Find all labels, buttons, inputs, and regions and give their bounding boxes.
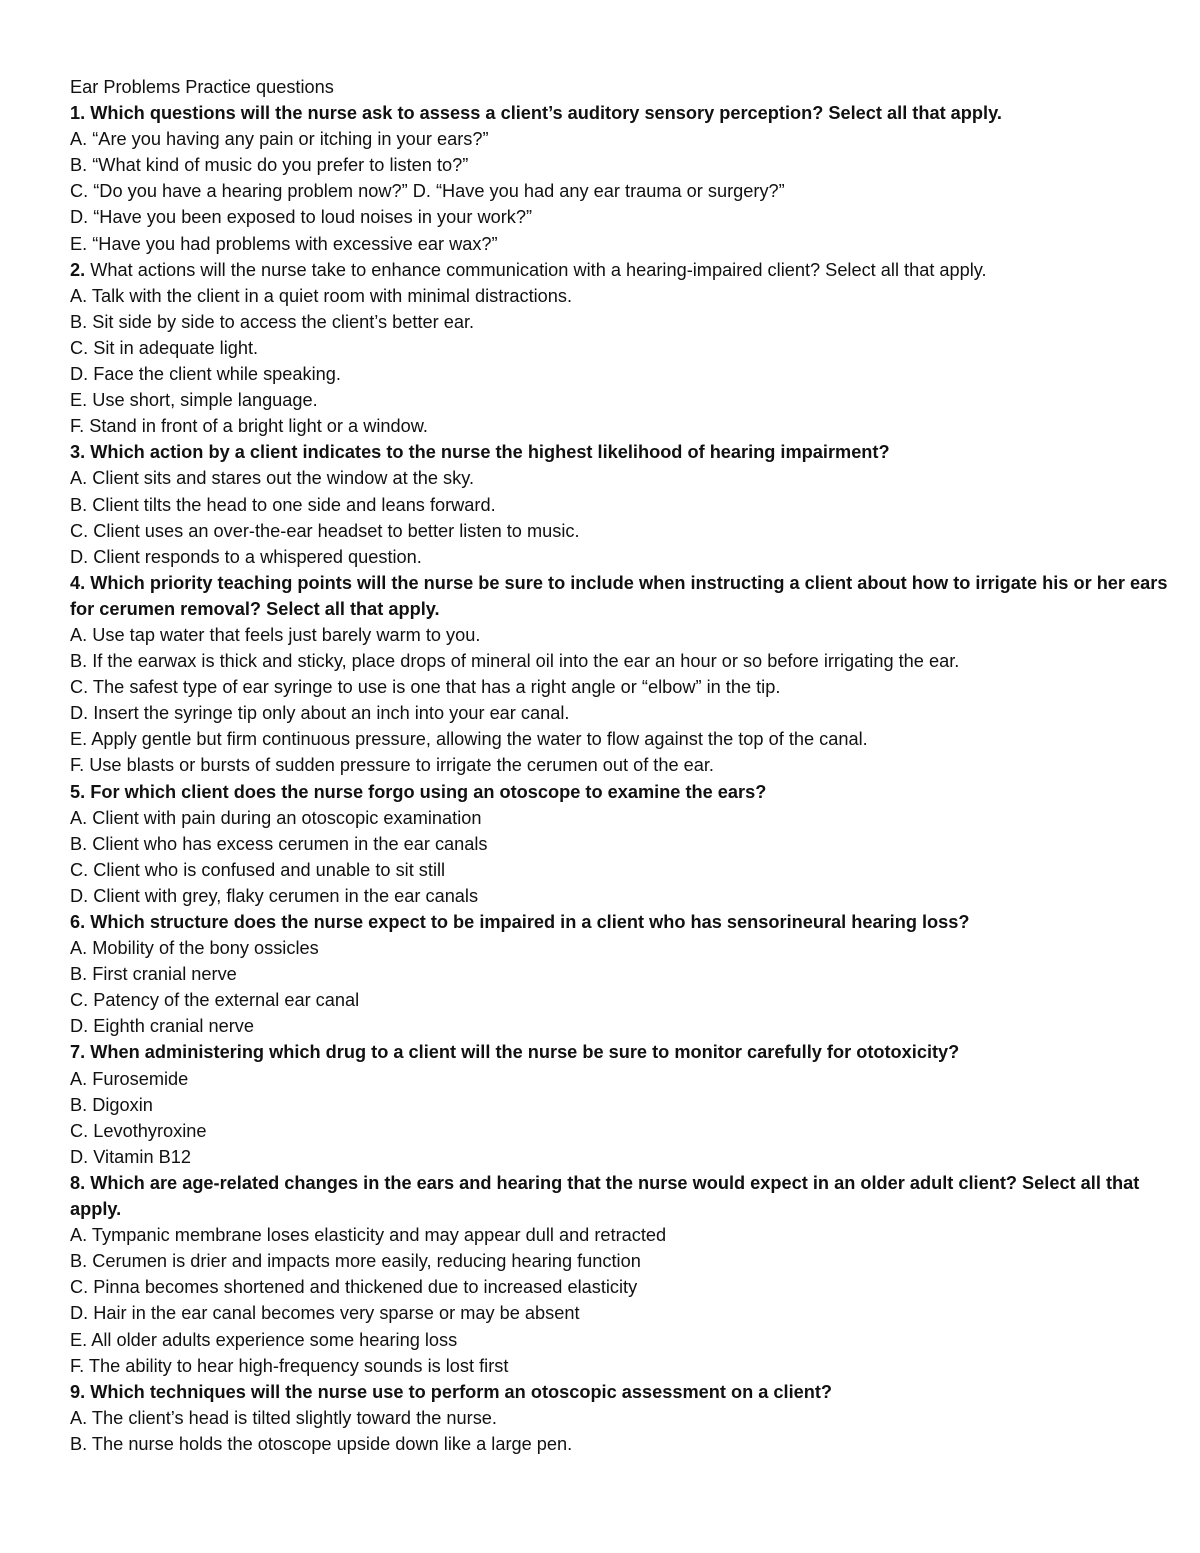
option-letter: F. bbox=[70, 1355, 89, 1376]
option-letter: B. bbox=[70, 311, 93, 332]
option-letter: A. bbox=[70, 468, 93, 489]
option-letter: C. bbox=[70, 1277, 94, 1298]
answer-option bbox=[70, 1118, 1170, 1144]
option-text: Use tap water that feels just barely warm to you. bbox=[92, 624, 481, 645]
option-letter: A. bbox=[70, 938, 93, 959]
answer-option bbox=[70, 1013, 1170, 1039]
option-text: Use blasts or bursts of sudden pressure to irrigate the cerumen out of the ear. bbox=[89, 755, 714, 776]
option-letter: B. bbox=[70, 1251, 93, 1272]
answer-option bbox=[70, 987, 1170, 1013]
option-text: Client who is confused and unable to sit still bbox=[93, 859, 446, 880]
option-text: Cerumen is drier and impacts more easily, reducing hearing function bbox=[92, 1251, 641, 1272]
option-text: Face the client while speaking. bbox=[93, 364, 341, 385]
answer-option bbox=[70, 283, 1170, 309]
answer-option bbox=[70, 622, 1170, 648]
option-text: “What kind of music do you prefer to listen to?” bbox=[92, 155, 469, 176]
option-letter: A. bbox=[70, 285, 92, 306]
question-text: Which are age-related changes in the ears and hearing that the nurse would expect in an older adult client? Select all that apply. bbox=[70, 1172, 1140, 1220]
option-text: Client tilts the head to one side and leans forward. bbox=[92, 494, 496, 515]
answer-option bbox=[70, 204, 1170, 230]
option-text: Digoxin bbox=[92, 1094, 153, 1115]
option-letter: D. bbox=[70, 207, 94, 228]
option-text: The nurse holds the otoscope upside down like a large pen. bbox=[91, 1433, 573, 1454]
question-text: Which priority teaching points will the nurse be sure to include when instructing a client about how to irrigate his or her ears for cerumen removal? Select all that apply. bbox=[70, 572, 1168, 619]
option-letter: C. bbox=[70, 1120, 94, 1141]
answer-option bbox=[70, 178, 1170, 204]
option-text: Client sits and stares out the window at the sky. bbox=[92, 468, 475, 489]
option-text: All older adults experience some hearing loss bbox=[91, 1329, 458, 1350]
option-letter: A. bbox=[70, 624, 93, 645]
option-letter: C. bbox=[70, 181, 94, 202]
option-letter: C. bbox=[70, 990, 94, 1011]
option-letter: D. bbox=[70, 364, 94, 385]
answer-option bbox=[70, 231, 1170, 257]
option-letter: A. bbox=[70, 1225, 92, 1246]
option-letter: D. bbox=[70, 703, 94, 724]
option-text: Talk with the client in a quiet room with minimal distractions. bbox=[91, 285, 573, 306]
option-text: Client responds to a whispered question. bbox=[93, 546, 422, 567]
option-letter: B. bbox=[70, 964, 93, 985]
option-text: The ability to hear high-frequency sounds is lost first bbox=[88, 1355, 509, 1376]
answer-option bbox=[70, 492, 1170, 518]
question-text: Which techniques will the nurse use to perform an otoscopic assessment on a client? bbox=[90, 1381, 833, 1402]
answer-option bbox=[70, 465, 1170, 491]
option-letter: B. bbox=[70, 1433, 92, 1454]
question-stem bbox=[70, 257, 1170, 283]
question-text: Which action by a client indicates to the nurse the highest likelihood of hearing impairment? bbox=[90, 442, 890, 463]
option-letter: F. bbox=[70, 416, 90, 437]
option-text: Vitamin B12 bbox=[93, 1146, 191, 1167]
question-number: 7. bbox=[70, 1042, 86, 1063]
answer-option bbox=[70, 1144, 1170, 1170]
answer-option bbox=[70, 805, 1170, 831]
option-text: Hair in the ear canal becomes very sparse or may be absent bbox=[93, 1303, 580, 1324]
option-letter: B. bbox=[70, 833, 93, 854]
answer-option bbox=[70, 544, 1170, 570]
document-title: Ear Problems Practice questions bbox=[70, 77, 334, 97]
question-number: 8. bbox=[70, 1172, 86, 1193]
answer-option bbox=[70, 1066, 1170, 1092]
question-stem bbox=[70, 1379, 1170, 1405]
question-number: 5. bbox=[70, 781, 86, 802]
answer-option bbox=[70, 674, 1170, 700]
question-text: For which client does the nurse forgo using an otoscope to examine the ears? bbox=[90, 781, 767, 802]
answer-option bbox=[70, 335, 1170, 361]
option-text: First cranial nerve bbox=[92, 964, 237, 985]
question-number: 2. bbox=[70, 259, 86, 280]
option-letter: D. bbox=[70, 885, 94, 906]
answer-option bbox=[70, 413, 1170, 439]
answer-option bbox=[70, 1248, 1170, 1274]
option-text: Tympanic membrane loses elasticity and may appear dull and retracted bbox=[91, 1225, 667, 1246]
question-number: 3. bbox=[70, 442, 86, 463]
answer-option bbox=[70, 126, 1170, 152]
option-text: Apply gentle but firm continuous pressure, allowing the water to flow against the top of the canal. bbox=[91, 729, 868, 750]
answer-option bbox=[70, 361, 1170, 387]
option-letter: D. bbox=[70, 1303, 94, 1324]
answer-option bbox=[70, 309, 1170, 335]
answer-option bbox=[70, 700, 1170, 726]
option-letter: D. bbox=[70, 1016, 94, 1037]
question-stem bbox=[70, 1170, 1170, 1222]
answer-option bbox=[70, 883, 1170, 909]
option-letter: E. bbox=[70, 233, 93, 254]
answer-option bbox=[70, 1300, 1170, 1326]
option-letter: F. bbox=[70, 755, 90, 776]
answer-option bbox=[70, 1222, 1170, 1248]
question-number: 9. bbox=[70, 1381, 86, 1402]
answer-option bbox=[70, 1353, 1170, 1379]
question-text: Which questions will the nurse ask to assess a client’s auditory sensory perception? Select all that apply. bbox=[90, 103, 1002, 124]
option-text: Sit side by side to access the client’s better ear. bbox=[92, 311, 475, 332]
option-text: The safest type of ear syringe to use is one that has a right angle or “elbow” in the tip. bbox=[92, 677, 781, 698]
option-text: Eighth cranial nerve bbox=[93, 1016, 254, 1037]
option-letter: A. bbox=[70, 129, 93, 150]
option-text: Levothyroxine bbox=[93, 1120, 207, 1141]
answer-option bbox=[70, 935, 1170, 961]
question-stem bbox=[70, 1039, 1170, 1065]
option-text: “Have you been exposed to loud noises in your work?” bbox=[93, 207, 533, 228]
question-number: 4. bbox=[70, 572, 86, 593]
option-letter: B. bbox=[70, 494, 93, 515]
option-letter: B. bbox=[70, 155, 93, 176]
option-letter: A. bbox=[70, 1068, 93, 1089]
answer-option bbox=[70, 387, 1170, 413]
question-stem bbox=[70, 100, 1170, 126]
question-list bbox=[70, 100, 1170, 1457]
option-text: Insert the syringe tip only about an inch into your ear canal. bbox=[93, 703, 570, 724]
answer-option bbox=[70, 1327, 1170, 1353]
answer-option bbox=[70, 752, 1170, 778]
option-text: Client with pain during an otoscopic examination bbox=[92, 807, 482, 828]
option-letter: E. bbox=[70, 390, 93, 411]
question-text: What actions will the nurse take to enhance communication with a hearing-impaired client? Select all that apply. bbox=[90, 259, 987, 280]
option-letter: C. bbox=[70, 337, 94, 358]
option-letter: C. bbox=[70, 859, 94, 880]
answer-option bbox=[70, 152, 1170, 178]
answer-option bbox=[70, 518, 1170, 544]
question-stem bbox=[70, 439, 1170, 465]
option-text: Client with grey, flaky cerumen in the ear canals bbox=[93, 885, 479, 906]
option-text: Client uses an over-the-ear headset to better listen to music. bbox=[93, 520, 580, 541]
question-number: 1. bbox=[70, 103, 86, 124]
answer-option bbox=[70, 1431, 1170, 1457]
option-letter: E. bbox=[70, 729, 92, 750]
option-text: Stand in front of a bright light or a window. bbox=[89, 416, 428, 437]
question-stem bbox=[70, 909, 1170, 935]
answer-option bbox=[70, 961, 1170, 987]
answer-option bbox=[70, 831, 1170, 857]
document-page bbox=[70, 74, 1170, 1457]
option-letter: B. bbox=[70, 651, 93, 672]
option-text: Use short, simple language. bbox=[92, 390, 318, 411]
option-letter: A. bbox=[70, 807, 93, 828]
option-text: “Are you having any pain or itching in your ears?” bbox=[92, 129, 489, 150]
option-letter: B. bbox=[70, 1094, 93, 1115]
answer-option bbox=[70, 1274, 1170, 1300]
option-text: “Do you have a hearing problem now?” D. “Have you had any ear trauma or surgery?” bbox=[93, 181, 785, 202]
option-letter: C. bbox=[70, 677, 93, 698]
option-text: The client’s head is tilted slightly toward the nurse. bbox=[91, 1407, 497, 1428]
question-text: When administering which drug to a client will the nurse be sure to monitor carefully for ototoxicity? bbox=[90, 1042, 960, 1063]
answer-option bbox=[70, 857, 1170, 883]
answer-option bbox=[70, 1405, 1170, 1431]
question-stem bbox=[70, 779, 1170, 805]
option-text: If the earwax is thick and sticky, place drops of mineral oil into the ear an hour or so before irrigating the ear. bbox=[92, 651, 960, 672]
option-text: Sit in adequate light. bbox=[93, 337, 259, 358]
option-text: Patency of the external ear canal bbox=[93, 990, 360, 1011]
option-letter: E. bbox=[70, 1329, 92, 1350]
question-stem bbox=[70, 570, 1170, 622]
answer-option bbox=[70, 726, 1170, 752]
option-letter: C. bbox=[70, 520, 94, 541]
option-letter: D. bbox=[70, 1146, 94, 1167]
option-text: Furosemide bbox=[92, 1068, 189, 1089]
answer-option bbox=[70, 648, 1170, 674]
option-letter: D. bbox=[70, 546, 94, 567]
question-number: 6. bbox=[70, 912, 86, 932]
option-letter: A. bbox=[70, 1407, 92, 1428]
answer-option bbox=[70, 1092, 1170, 1118]
option-text: Mobility of the bony ossicles bbox=[92, 938, 319, 959]
question-text: Which structure does the nurse expect to be impaired in a client who has sensorineural hearing loss? bbox=[90, 912, 970, 932]
option-text: Client who has excess cerumen in the ear canals bbox=[92, 833, 488, 854]
option-text: “Have you had problems with excessive ear wax?” bbox=[92, 233, 498, 254]
option-text: Pinna becomes shortened and thickened due to increased elasticity bbox=[93, 1277, 638, 1298]
